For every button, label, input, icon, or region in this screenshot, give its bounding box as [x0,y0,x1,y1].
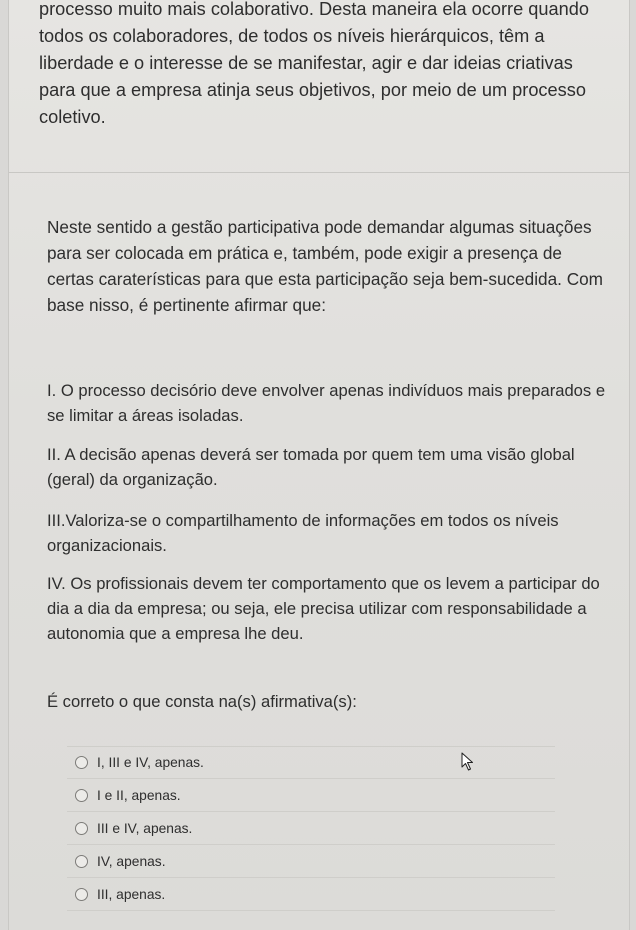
intro-paragraph: processo muito mais colaborativo. Desta maneira ela ocorre quando todos os colaboradores, de todos os níveis hierárquicos, têm a liberdade e o interesse de se manifestar, agir e dar ideias criativas para que a empresa atinja seus objetivos, por meio de um processo coletivo. [39,0,589,127]
mouse-pointer-icon [461,752,475,772]
option-d[interactable] [67,845,555,878]
answer-prompt: É correto o que consta na(s) afirmativa(s): [47,692,357,711]
option-a[interactable] [67,746,555,779]
option-e[interactable] [67,878,555,911]
option-c[interactable] [67,812,555,845]
option-label: IV, apenas. [97,853,166,869]
statement-2: II. A decisão apenas deverá ser tomada por quem tem uma visão global (geral) da organização. [47,445,575,489]
radio-circle-icon[interactable] [75,855,88,868]
radio-circle-icon[interactable] [75,789,88,802]
radio-circle-icon[interactable] [75,888,88,901]
statement-1: I. O processo decisório deve envolver apenas indivíduos mais preparados e se limitar a áreas isoladas. [47,381,606,425]
section-divider [9,172,629,173]
option-label: III e IV, apenas. [97,820,193,836]
statement-4: IV. Os profissionais devem ter comportamento que os levem a participar do dia a dia da empresa; ou seja, ele precisa utilizar com responsabilidade a autonomia que a empresa lhe deu. [47,574,600,643]
radio-circle-icon[interactable] [75,756,88,769]
statement-3: III.Valoriza-se o compartilhamento de informações em todos os níveis organizacionais. [47,511,559,555]
option-b[interactable] [67,779,555,812]
question-text: Neste sentido a gestão participativa pode demandar algumas situações para ser colocada em prática e, também, pode exigir a presença de certas caraterísticas para que esta participação seja bem-sucedida. Com base nisso, é pertinente afirmar que: [47,217,604,315]
question-page [8,0,630,930]
option-label: I, III e IV, apenas. [97,755,204,770]
radio-circle-icon[interactable] [75,822,88,835]
option-label: I e II, apenas. [97,787,181,803]
option-label: III, apenas. [97,886,166,902]
answer-options [67,746,555,911]
